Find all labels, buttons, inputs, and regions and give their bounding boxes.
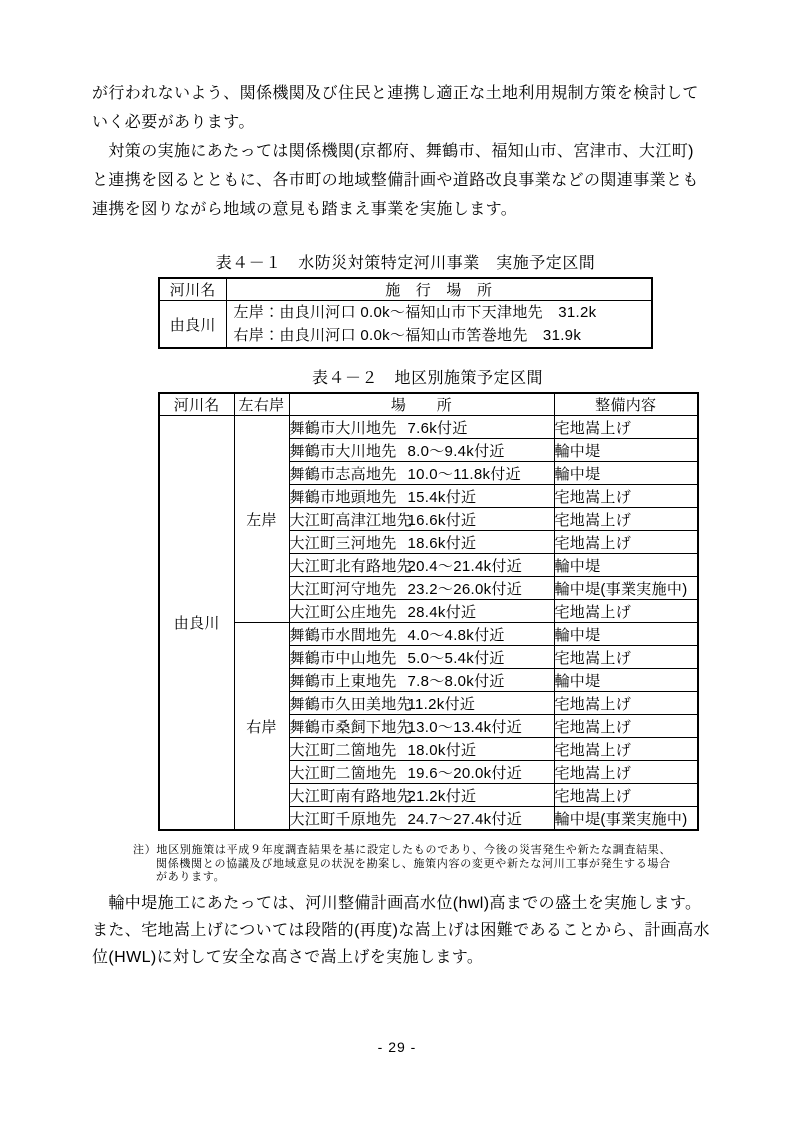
paragraph-line: 対策の実施にあたっては関係機関(京都府、舞鶴市、福知山市、宮津市、大江町) [92,143,694,160]
place-range: 11.2k付近 [407,695,476,713]
place-name: 舞鶴市地頭地先 [289,488,397,506]
table2-work-cell: 宅地嵩上げ [554,508,698,531]
place-name: 舞鶴市桑飼下地先 [289,718,412,736]
place-name: 舞鶴市大川地先 [289,442,397,460]
place-range: 8.0～9.4k付近 [407,442,505,460]
table1-header-location: 施 行 場 所 [226,278,652,301]
place-range: 24.7～27.4k付近 [407,810,522,828]
table2 [158,392,699,831]
note-label: 注） [133,844,157,856]
table2-header-row [159,393,698,416]
place-name: 舞鶴市久田美地先 [289,695,412,713]
table1 [158,277,653,349]
place-range: 13.0～13.4k付近 [407,718,522,736]
place-name: 舞鶴市上東地先 [289,672,397,690]
table2-place-cell [289,439,554,462]
table2-work-cell: 輪中堤 [554,554,698,577]
table2-header-bank: 左右岸 [234,393,289,416]
table2-work-cell: 輪中堤 [554,623,698,646]
place-name: 舞鶴市大川地先 [289,419,397,437]
table2-place-cell [289,485,554,508]
table2-work-cell: 宅地嵩上げ [554,692,698,715]
note-line [133,844,733,858]
table1-location-line: 左岸：由良川河口 0.0k～福知山市下天津地先 31.2k [233,304,597,321]
table2-work-cell: 宅地嵩上げ [554,646,698,669]
table2-place-cell [289,761,554,784]
table2-place-cell [289,462,554,485]
table1-data-row [159,301,652,349]
table2-work-cell: 宅地嵩上げ [554,761,698,784]
place-name: 大江町二箇地先 [289,764,397,782]
table1-location-line: 右岸：由良川河口 0.0k～福知山市筈巻地先 31.9k [233,327,582,344]
paragraph-line: 連携を図りながら地域の意見も踏まえ事業を実施します。 [92,201,518,218]
table2-bank-cell: 右岸 [234,623,289,831]
place-name: 舞鶴市水間地先 [289,626,397,644]
table1-header-river: 河川名 [159,278,226,301]
table2-place-cell [289,600,554,623]
table2-place-cell [289,784,554,807]
paragraph-line: が行われないよう、関係機関及び住民と連携し適正な土地利用規制方策を検討して [92,85,699,102]
place-range: 5.0～5.4k付近 [407,649,505,667]
table2-place-cell [289,715,554,738]
place-name: 舞鶴市志高地先 [289,465,397,483]
place-range: 18.6k付近 [407,534,477,552]
paragraph-line: と連携を図るとともに、各市町の地域整備計画や道路改良事業などの関連事業とも [92,172,699,189]
table2-note [133,844,733,885]
table2-place-cell [289,508,554,531]
place-name: 大江町南有路地先 [289,787,412,805]
place-range: 28.4k付近 [407,603,477,621]
table1-header-row [159,278,652,301]
table2-work-cell: 宅地嵩上げ [554,416,698,439]
note-line: があります。 [156,871,226,883]
place-range: 7.8～8.0k付近 [407,672,505,690]
paragraph-line: 位(HWL)に対して安全な高さで嵩上げを実施します。 [92,949,484,966]
table2-place-cell [289,646,554,669]
place-name: 大江町公庄地先 [289,603,397,621]
table2-work-cell: 輪中堤 [554,669,698,692]
paragraph-line: いく必要があります。 [92,114,255,131]
table2-work-cell: 輪中堤 [554,439,698,462]
table2-work-cell: 宅地嵩上げ [554,485,698,508]
table2-work-cell: 輪中堤 [554,462,698,485]
table2-work-cell: 宅地嵩上げ [554,715,698,738]
place-range: 15.4k付近 [407,488,477,506]
note-text: 地区別施策は平成９年度調査結果を基に設定したものであり、今後の災害発生や新たな調査結果、 [156,844,672,856]
table2-place-cell [289,577,554,600]
place-range: 7.6k付近 [407,419,468,437]
table2-place-cell [289,692,554,715]
place-name: 大江町三河地先 [289,534,397,552]
place-name: 大江町高津江地先 [289,511,412,529]
place-name: 大江町北有路地先 [289,557,412,575]
table2-body [159,393,698,830]
table2-place-cell [289,416,554,439]
place-name: 大江町千原地先 [289,810,397,828]
table2-title: 表４－２ 地区別施策予定区間 [311,370,543,387]
place-name: 舞鶴市中山地先 [289,649,397,667]
table2-place-cell [289,807,554,831]
intro-paragraph [92,79,732,224]
table2-place-cell [289,669,554,692]
table2-work-cell: 宅地嵩上げ [554,600,698,623]
table2-work-cell: 宅地嵩上げ [554,784,698,807]
place-range: 20.4～21.4k付近 [407,557,522,575]
table2-work-cell: 宅地嵩上げ [554,738,698,761]
table1-river-cell: 由良川 [159,301,226,349]
place-range: 18.0k付近 [407,741,477,759]
table2-river-cell: 由良川 [159,416,234,831]
table2-place-cell [289,623,554,646]
table2-work-cell: 宅地嵩上げ [554,531,698,554]
place-name: 大江町二箇地先 [289,741,397,759]
table2-header-river: 河川名 [159,393,234,416]
closing-paragraph [92,890,732,971]
table2-header-place: 場 所 [289,393,554,416]
table1-title: 表４－１ 水防災対策特定河川事業 実施予定区間 [215,255,596,272]
table2-place-cell [289,738,554,761]
note-line: 関係機関との協議及び地域意見の状況を勘案し、施策内容の変更や新たな河川工事が発生する場合 [156,857,671,870]
table2-header-work: 整備内容 [554,393,698,416]
table2-work-cell: 輪中堤(事業実施中) [554,577,698,600]
paragraph-line: また、宅地嵩上げについては段階的(再度)な嵩上げは困難であることから、計画高水 [92,922,710,939]
paragraph-line: 輪中堤施工にあたっては、河川整備計画高水位(hwl)高までの盛土を実施します。 [92,895,702,912]
table2-bank-cell: 左岸 [234,416,289,623]
table2-row [159,416,698,439]
place-range: 23.2～26.0k付近 [407,580,522,598]
table2-place-cell [289,554,554,577]
table1-location-cell [226,301,652,349]
place-range: 10.0～11.8k付近 [407,465,521,483]
table2-place-cell [289,531,554,554]
place-range: 21.2k付近 [407,787,477,805]
place-range: 4.0～4.8k付近 [407,626,505,644]
page-number: - 29 - [377,1039,417,1055]
place-range: 19.6～20.0k付近 [407,764,522,782]
place-range: 16.6k付近 [407,511,477,529]
table2-row [159,623,698,646]
table2-work-cell: 輪中堤(事業実施中) [554,807,698,831]
place-name: 大江町河守地先 [289,580,397,598]
